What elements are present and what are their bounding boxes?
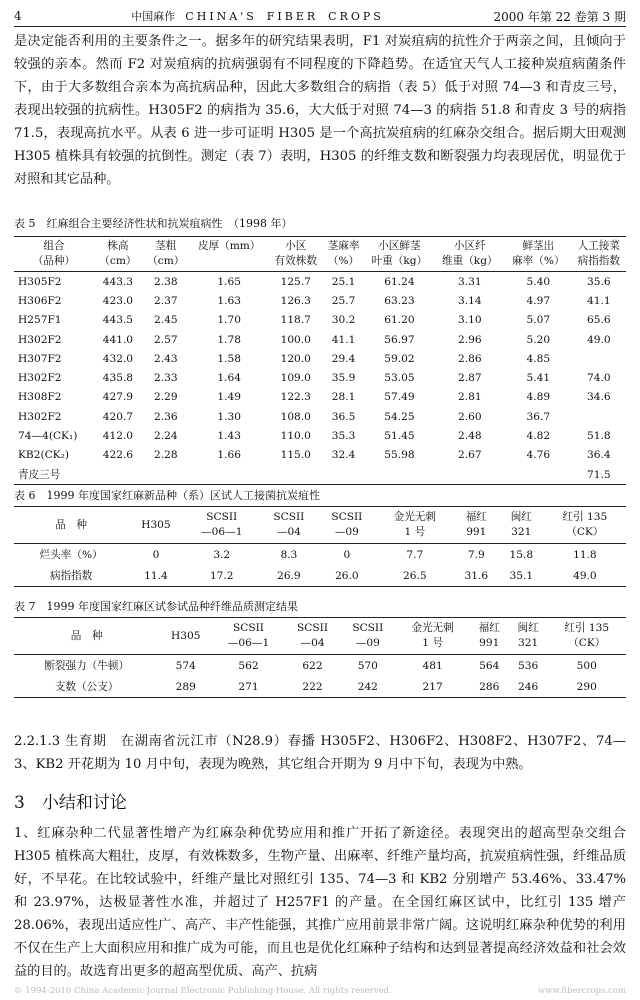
- table-5-caption: 表 5 红麻组合主要经济性状和抗炭疽病性 （1998 年）: [14, 217, 293, 230]
- table-5: [14, 236, 626, 485]
- table-cell: 26.0: [318, 565, 376, 587]
- table7-header-4: [340, 618, 395, 655]
- table-cell: 125.7: [280, 275, 311, 288]
- table-cell: 4.89: [526, 391, 551, 404]
- table5-header-2: [142, 237, 190, 272]
- table-cell: 109.0: [280, 372, 311, 385]
- table5-header-0-line-1: （品种）: [32, 255, 76, 267]
- table-cell: 222: [285, 676, 340, 698]
- page-number: 4: [14, 9, 22, 23]
- table7-header-1-line-0: H305: [171, 629, 201, 642]
- table-cell: 34.6: [587, 391, 611, 404]
- row-label: 支数（公支）: [14, 676, 159, 698]
- row-label: KB2(CK₂): [18, 449, 69, 462]
- table-cell: 443.3: [102, 275, 134, 288]
- table-cell: 11.4: [128, 565, 183, 587]
- table-cell: [572, 349, 626, 368]
- table-cell: 3.14: [458, 294, 482, 307]
- table7-header-3-line-1: —04: [300, 637, 325, 649]
- table6-header-0: [14, 507, 128, 544]
- table5-header-0-line-0: 组合: [43, 240, 65, 252]
- table6-header-3-line-1: —04: [276, 526, 301, 538]
- table6-header-8-line-0: 红引 135: [562, 511, 608, 523]
- table6-header-1: [128, 507, 183, 544]
- table-cell: 30.2: [331, 314, 356, 327]
- table-cell: 51.8: [587, 430, 611, 443]
- table-cell: 65.6: [587, 314, 611, 327]
- table-cell: 31.6: [454, 565, 499, 587]
- table-cell: 2.37: [154, 294, 178, 307]
- table5-header-3-line-0: 皮厚（mm）: [197, 240, 261, 252]
- table-cell: 3.10: [458, 314, 482, 327]
- table-cell: 422.6: [102, 449, 134, 462]
- table-cell: 55.98: [384, 449, 415, 462]
- table-row: [14, 446, 626, 465]
- table-cell: 108.0: [280, 410, 311, 423]
- table-cell: 63.23: [384, 294, 415, 307]
- table-cell: 1.65: [217, 275, 241, 288]
- table-cell: 443.5: [102, 314, 134, 327]
- table-cell: 2.87: [458, 372, 482, 385]
- table-cell: 290: [548, 676, 626, 698]
- table6-header-4-line-1: —09: [334, 526, 359, 538]
- table-cell: 435.8: [102, 372, 134, 385]
- table-row: [14, 426, 626, 445]
- table-cell: 2.86: [458, 352, 482, 365]
- table-cell: [94, 465, 142, 485]
- table5-header-5-line-1: （%）: [327, 255, 360, 267]
- table-cell: 57.49: [384, 391, 415, 404]
- running-header: [14, 6, 626, 27]
- table-cell: 49.0: [544, 565, 626, 587]
- table-cell: 59.02: [384, 352, 415, 365]
- table-cell: 1.70: [217, 314, 241, 327]
- table6-header-0-line-0: 品 种: [55, 518, 88, 531]
- table7-header-2-line-0: SCSII: [232, 622, 264, 634]
- table-cell: 570: [357, 659, 378, 672]
- table-row: [14, 565, 626, 587]
- table-cell: 286: [470, 676, 509, 698]
- table5-header-2-line-1: （cm）: [147, 255, 185, 267]
- table7-header-4-line-0: SCSII: [352, 622, 384, 634]
- table7-header-2: [212, 618, 285, 655]
- table6-header-7-line-1: 321: [511, 526, 532, 538]
- table-cell: [190, 465, 269, 485]
- table-cell: 35.1: [499, 565, 544, 587]
- table-cell: 41.1: [331, 333, 356, 346]
- table-cell: 2.57: [154, 333, 178, 346]
- table-cell: 100.0: [280, 333, 311, 346]
- table6-header-6-line-0: 福红: [465, 511, 487, 523]
- table-cell: 115.0: [280, 449, 311, 462]
- table-cell: 289: [159, 676, 212, 698]
- table7-header-7-line-1: 321: [518, 637, 539, 649]
- table-cell: 271: [212, 676, 285, 698]
- table-cell: 11.8: [573, 548, 597, 561]
- table5-header-1-line-0: 株高: [107, 240, 129, 252]
- table5-header-7-line-1: 维重（kg）: [442, 255, 498, 267]
- table-row: [14, 544, 626, 566]
- table-cell: 564: [479, 659, 500, 672]
- table-cell: 1.78: [217, 333, 241, 346]
- table5-header-8-line-1: 麻率（%）: [512, 255, 565, 267]
- table-cell: 246: [509, 676, 548, 698]
- watermark: [14, 986, 626, 996]
- table-row: [14, 388, 626, 407]
- table-cell: 217: [395, 676, 469, 698]
- table-cell: 17.2: [184, 565, 260, 587]
- table-cell: [142, 465, 190, 485]
- table-cell: 2.60: [458, 410, 482, 423]
- table-cell: 242: [340, 676, 395, 698]
- table-cell: 41.1: [587, 294, 611, 307]
- table5-header-1-line-1: （cm）: [99, 255, 137, 267]
- table7-header-7-line-0: 闽红: [517, 622, 539, 634]
- table7-header-3-line-0: SCSII: [297, 622, 329, 634]
- row-label: H302F2: [18, 372, 62, 385]
- journal-title-en-3: CROPS: [328, 9, 384, 23]
- table6-header-2-line-1: —06—1: [201, 526, 243, 538]
- table-cell: 423.0: [102, 294, 134, 307]
- table-cell: 5.41: [526, 372, 551, 385]
- journal-title-en-2: FIBER: [266, 9, 319, 23]
- table-cell: 36.5: [331, 410, 356, 423]
- table-7-caption: 表 7 1999 年度国家红麻区试参试品种纤维品质测定结果: [14, 600, 298, 613]
- table-cell: 7.9: [467, 548, 485, 561]
- journal-title-cn: 中国麻作: [131, 10, 176, 23]
- row-label: 烂头率（%）: [39, 549, 103, 561]
- table-cell: 110.0: [280, 430, 311, 443]
- table-cell: 71.5: [572, 465, 626, 485]
- table-cell: 4.97: [526, 294, 551, 307]
- table5-header-8-line-0: 鲜茎出: [522, 240, 555, 252]
- table-cell: 32.4: [331, 449, 356, 462]
- journal-title-en-1: CHINA'S: [185, 9, 257, 23]
- table6-header-4: [318, 507, 376, 544]
- table-cell: 49.0: [587, 333, 611, 346]
- table7-header-6-line-0: 福红: [478, 622, 500, 634]
- row-label: H302F2: [18, 410, 62, 423]
- table-cell: 74.0: [587, 372, 611, 385]
- table-cell: 420.7: [102, 410, 134, 423]
- body-paragraph-3: 1、红麻杂种二代显著性增产为红麻杂种优势应用和推广开拓了新途径。表现突出的超高型杂交组合 H305 植株高大粗壮，皮厚，有效株数多，生物产量、出麻率、纤维产量均高，抗炭疽病性强，纤维品质好，不早花。在比较试验中，纤维产量比对照红引 135、74—3 和 KB2 分别增产 53.46%、33.47% 和 23.97%，达极显著性水准，并超过了 H257F1 的产量。在全国红麻区试中，比红引 135 增产 28.06%，表现出适应性广、高产、丰产性能强，其推广应用前景非常广阔。这说明红麻杂种优势的利用不仅在生产上大面积应用和推广成为可能，而且也是优化红麻种子结构和达到显著提高经济效益和社会效益的目的。故选育出更多的超高型优质、高产、抗病: [14, 826, 626, 979]
- issue-info: 2000 年第 22 卷第 3 期: [493, 9, 626, 24]
- table-7: [14, 617, 626, 698]
- table-cell: 35.6: [587, 275, 611, 288]
- table6-header-5-line-0: 金光无刺: [393, 511, 437, 523]
- table5-header-6-line-1: 叶重（kg）: [371, 255, 428, 267]
- table7-header-0-line-0: 品 种: [70, 629, 103, 642]
- table-cell: 35.9: [331, 372, 356, 385]
- table5-header-8: [505, 237, 572, 272]
- table7-header-7: [509, 618, 548, 655]
- table-cell: 2.45: [154, 314, 178, 327]
- table-cell: 25.1: [331, 275, 356, 288]
- table-cell: 29.4: [331, 352, 356, 365]
- table6-header-2-line-0: SCSII: [206, 511, 238, 523]
- table-row: [14, 676, 626, 698]
- table-cell: 126.3: [280, 294, 311, 307]
- table-cell: 441.0: [102, 333, 134, 346]
- table-cell: 2.24: [154, 430, 178, 443]
- table-cell: 36.4: [587, 449, 611, 462]
- table-cell: 5.40: [526, 275, 551, 288]
- table-row: [14, 407, 626, 426]
- table-cell: 412.0: [102, 430, 134, 443]
- table-row: [14, 655, 626, 677]
- table5-header-6-line-0: 小区鲜茎: [378, 240, 421, 252]
- row-label: H308F2: [18, 391, 62, 404]
- table5-header-4: [269, 237, 323, 272]
- table-cell: 26.9: [260, 565, 318, 587]
- table7-header-8-line-0: 红引 135: [564, 622, 610, 634]
- table-cell: [269, 465, 323, 485]
- table7-header-8: [548, 618, 626, 655]
- row-label: 74—4(CK₁): [18, 430, 78, 443]
- watermark-copyright: © 1994-2010 China Academic Journal Electronic Publishing House. All rights reserved.: [14, 986, 392, 996]
- row-label: H257F1: [18, 314, 62, 327]
- table-cell: [364, 465, 434, 485]
- table-cell: 36.7: [526, 410, 551, 423]
- table-cell: 26.5: [376, 565, 454, 587]
- table-cell: 2.48: [458, 430, 482, 443]
- table5-header-9: [572, 237, 626, 272]
- table-cell: 28.1: [331, 391, 356, 404]
- table-cell: 61.20: [384, 314, 415, 327]
- table-cell: 0: [343, 548, 351, 561]
- table7-header-0: [14, 618, 159, 655]
- table-cell: 1.49: [217, 391, 241, 404]
- table-cell: 1.30: [217, 410, 241, 423]
- table-cell: 1.64: [217, 372, 241, 385]
- table6-header-7-line-0: 闽红: [510, 511, 532, 523]
- table-row: [14, 465, 626, 485]
- table-cell: 481: [422, 659, 443, 672]
- table7-header-8-line-1: （CK）: [568, 637, 606, 649]
- table-cell: 118.7: [280, 314, 311, 327]
- table7-header-5-line-1: 1 号: [422, 637, 443, 649]
- table-cell: 1.43: [217, 430, 241, 443]
- table-cell: 56.97: [384, 333, 415, 346]
- table5-header-1: [94, 237, 142, 272]
- table7-header-6: [470, 618, 509, 655]
- table-row: [14, 291, 626, 310]
- table7-header-5-line-0: 金光无刺: [411, 622, 454, 634]
- table7-header-6-line-1: 991: [479, 637, 500, 649]
- table-cell: 2.38: [154, 275, 178, 288]
- table-cell: [572, 407, 626, 426]
- table7-header-5: [395, 618, 469, 655]
- table5-header-7-line-0: 小区纤: [453, 240, 486, 252]
- table-cell: 536: [518, 659, 539, 672]
- table-cell: [505, 465, 572, 485]
- journal-title: [131, 8, 384, 24]
- table5-header-9-line-0: 人工接菜: [577, 240, 620, 252]
- table-cell: 622: [302, 659, 323, 672]
- row-label: H307F2: [18, 352, 62, 365]
- table-cell: 3.2: [213, 548, 231, 561]
- table6-header-2: [184, 507, 260, 544]
- table-cell: 2.29: [154, 391, 178, 404]
- table-cell: 2.43: [154, 352, 178, 365]
- table-cell: 1.63: [217, 294, 241, 307]
- watermark-site: www.fibercrops.com: [537, 986, 626, 996]
- table5-header-3: [190, 237, 269, 272]
- table6-header-7: [499, 507, 544, 544]
- table-cell: 2.33: [154, 372, 178, 385]
- table6-header-3-line-0: SCSII: [273, 511, 305, 523]
- table-cell: 15.8: [509, 548, 534, 561]
- table-cell: 500: [576, 659, 597, 672]
- table-6: [14, 506, 626, 587]
- table-cell: 2.96: [458, 333, 482, 346]
- table-cell: 427.9: [102, 391, 134, 404]
- table-cell: 54.25: [384, 410, 415, 423]
- table-row: [14, 311, 626, 330]
- table5-header-9-line-1: 病指指数: [577, 255, 620, 267]
- table-cell: 1.58: [217, 352, 241, 365]
- table6-header-3: [260, 507, 318, 544]
- table-cell: 120.0: [280, 352, 311, 365]
- table-cell: 51.45: [384, 430, 415, 443]
- table6-header-8: [544, 507, 626, 544]
- table-cell: 2.36: [154, 410, 178, 423]
- table-cell: 35.3: [331, 430, 356, 443]
- table-cell: [323, 465, 364, 485]
- row-label: 病指指数: [14, 565, 128, 587]
- table-cell: 122.3: [280, 391, 311, 404]
- table7-header-2-line-1: —06—1: [227, 637, 270, 649]
- table-cell: 4.76: [526, 449, 551, 462]
- table7-header-1: [159, 618, 212, 655]
- table5-header-7: [435, 237, 505, 272]
- table5-header-6: [364, 237, 434, 272]
- table-cell: 5.07: [526, 314, 551, 327]
- section-heading: 3 小结和讨论: [14, 793, 127, 813]
- row-label: 断裂强力（牛顿）: [44, 660, 130, 672]
- table-row: [14, 272, 626, 292]
- table-cell: 574: [175, 659, 196, 672]
- table5-header-5: [323, 237, 364, 272]
- table-row: [14, 330, 626, 349]
- row-label: 青皮三号: [14, 465, 94, 485]
- body-paragraph-2: 2.2.1.3 生育期 在湖南省沅江市（N28.9）春播 H305F2、H306F2、H308F2、H307F2、74—3、KB2 开花期为 10 月中旬，表现为晚熟，其它组合开期为 9 月中下旬，表现为中熟。: [14, 734, 626, 772]
- table-cell: 562: [238, 659, 259, 672]
- table5-header-2-line-0: 茎粗: [155, 240, 177, 252]
- table-6-caption: 表 6 1999 年度国家红麻新品种（系）区试人工接菌抗炭疽性: [14, 489, 320, 502]
- table-cell: 5.20: [526, 333, 551, 346]
- table6-header-5-line-1: 1 号: [404, 526, 426, 538]
- table-cell: 4.82: [526, 430, 551, 443]
- table6-header-6-line-1: 991: [466, 526, 487, 538]
- table-cell: 432.0: [102, 352, 134, 365]
- table6-header-6: [454, 507, 499, 544]
- table-cell: 0: [152, 548, 160, 561]
- table7-header-3: [285, 618, 340, 655]
- row-label: H306F2: [18, 294, 62, 307]
- table-row: [14, 349, 626, 368]
- table-cell: 1.66: [217, 449, 241, 462]
- table6-header-5: [376, 507, 454, 544]
- table-cell: 8.3: [280, 548, 298, 561]
- table5-header-4-line-0: 小区: [285, 240, 307, 252]
- table5-header-0: [14, 237, 94, 272]
- table-cell: 53.05: [384, 372, 415, 385]
- table6-header-1-line-0: H305: [141, 518, 171, 531]
- table-cell: 4.85: [526, 352, 551, 365]
- table6-header-8-line-1: （CK）: [566, 526, 604, 538]
- table5-header-5-line-0: 茎麻率: [327, 240, 360, 252]
- table-cell: 7.7: [406, 548, 424, 561]
- row-label: H305F2: [18, 275, 62, 288]
- table-cell: 3.31: [458, 275, 482, 288]
- table5-header-4-line-1: 有效株数: [274, 255, 317, 267]
- table7-header-4-line-1: —09: [355, 637, 380, 649]
- table6-header-4-line-0: SCSII: [331, 511, 363, 523]
- table-cell: 2.81: [458, 391, 482, 404]
- table-cell: 25.7: [331, 294, 356, 307]
- table-row: [14, 368, 626, 387]
- body-paragraph-1: 是决定能否利用的主要条件之一。据多年的研究结果表明，F1 对炭疽病的抗性介于两亲之间，且倾向于较强的亲本。然而 F2 对炭疽病的抗病强弱有不同程度的下降趋势。在适宜天气人工接种炭疽病菌条件下，由于大多数组合亲本为高抗病品种，因此大多数组合的病指（表 5）低于对照 74—3 和青皮三号，表现出较强的抗病性。H305F2 的病指为 35.6，大大低于对照 74—3 的病指 51.8 和青皮 3 号的病指 71.5，表现高抗水平。从表 6 进一步可证明 H305 是一个高抗炭疽病的红麻杂交组合。据后期大田观测 H305 植株具有较强的抗倒性。测定（表 7）表明，H305 的纤维支数和断裂强力均表现居优，明显优于对照和其它品种。: [14, 34, 626, 187]
- table-cell: 2.28: [154, 449, 178, 462]
- table-cell: 2.67: [458, 449, 482, 462]
- table-cell: 61.24: [384, 275, 415, 288]
- row-label: H302F2: [18, 333, 62, 346]
- table-cell: [435, 465, 505, 485]
